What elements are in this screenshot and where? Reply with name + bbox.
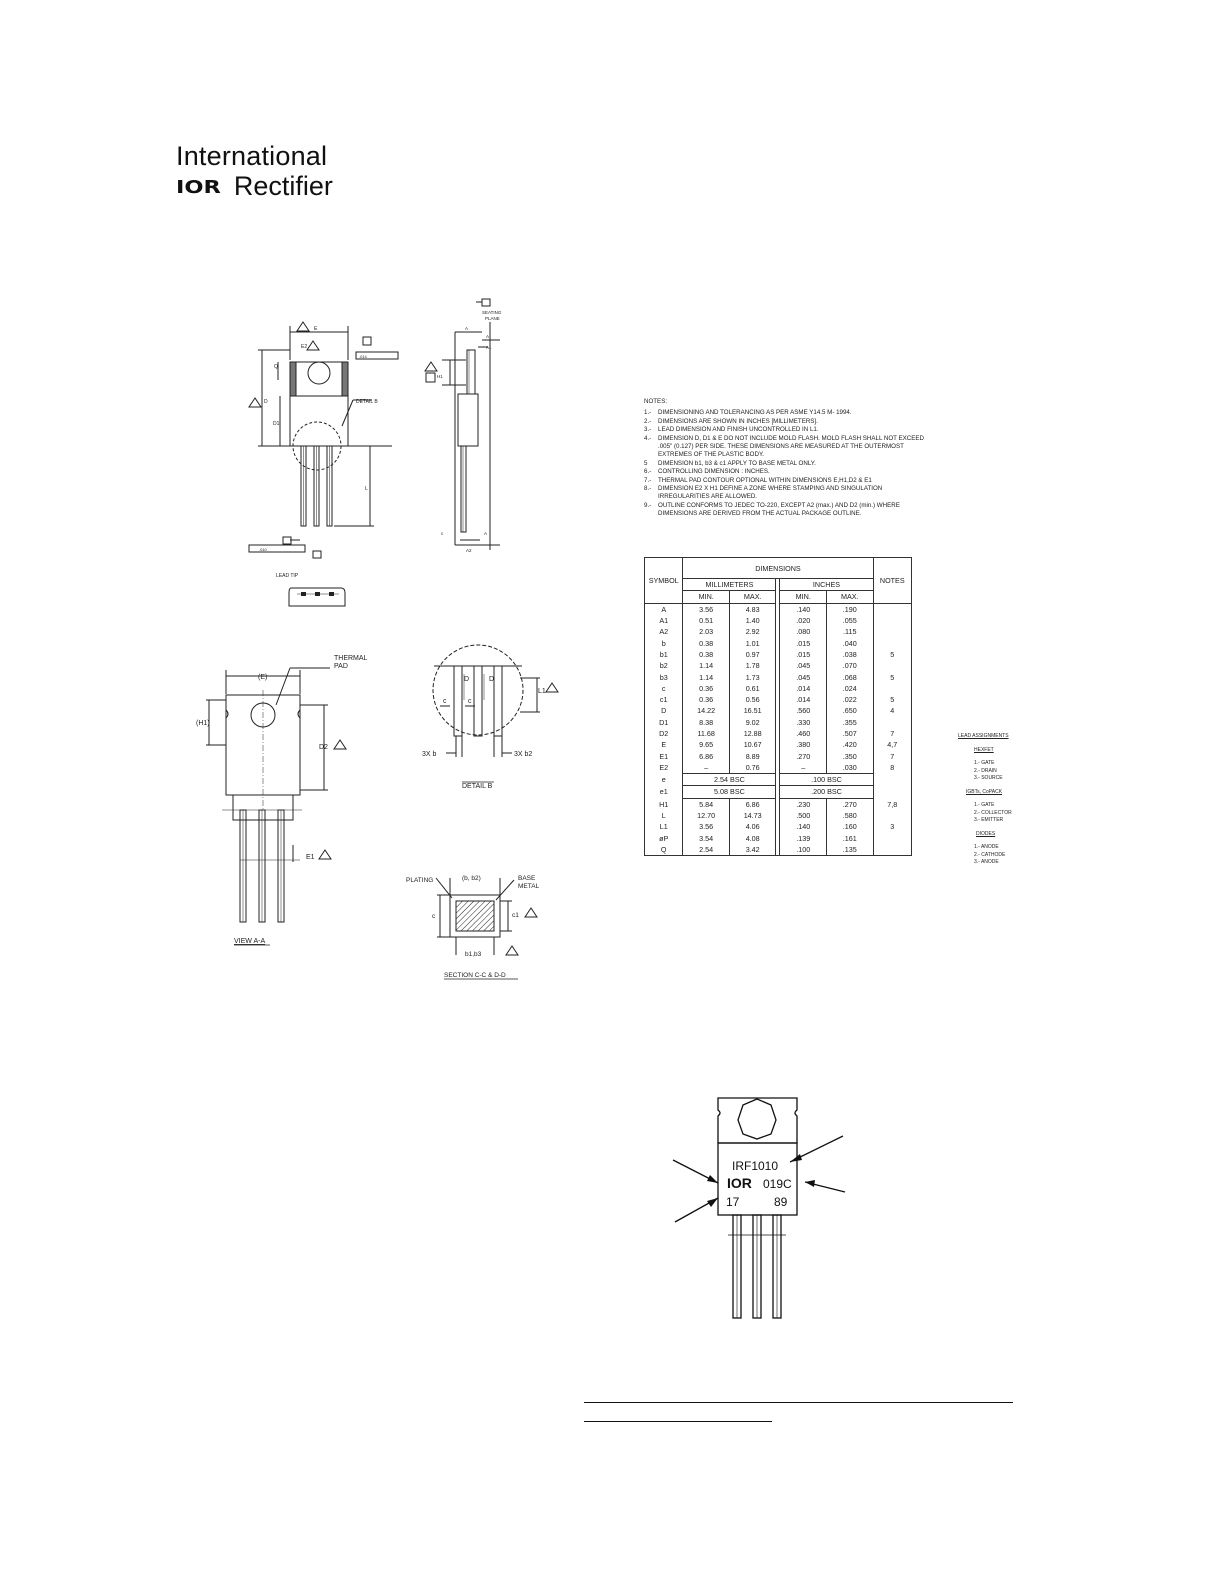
table-row — [645, 615, 912, 626]
table-cell: .015 — [780, 649, 827, 660]
table-cell: 7 — [873, 750, 911, 761]
base-metal-label-2: METAL — [518, 883, 540, 890]
table-cell: .200 BSC — [780, 786, 873, 798]
dimensions-table — [644, 557, 912, 856]
section-dim-c1: c1 — [512, 912, 519, 919]
dim-Q-label: Q — [274, 364, 278, 370]
plating-label: PLATING — [406, 877, 434, 884]
inches-header: INCHES — [780, 579, 873, 591]
dim-L-label: L — [365, 486, 368, 492]
table-cell: A1 — [645, 615, 683, 626]
side-dim-A-label-2: A — [486, 334, 490, 339]
table-cell: 12.88 — [729, 728, 776, 739]
note-item: 8.- DIMENSION E2 X H1 DEFINE A ZONE WHERE STAMPING AND SINGULATION IRREGULARITIES ARE ALLOWED. — [644, 485, 883, 501]
table-cell — [873, 660, 911, 671]
table-cell: – — [780, 762, 827, 774]
table-cell: E — [645, 739, 683, 750]
table-cell: .055 — [827, 615, 874, 626]
table-cell: 2.54 BSC — [683, 774, 776, 786]
table-cell: 1.73 — [729, 671, 776, 682]
lead-tip-label: LEAD TIP — [276, 573, 299, 579]
note-item: 9.- OUTLINE CONFORMS TO JEDEC TO-220, EXCEPT A2 (max.) AND D2 (min.) WHERE DIMENSIONS ARE DERIVED FROM THE ACTUAL PACKAGE OUTLINE. — [644, 501, 900, 518]
table-row — [645, 717, 912, 728]
table-cell — [873, 637, 911, 648]
detail-dim-C-1: c — [443, 698, 447, 705]
table-cell: E1 — [645, 750, 683, 761]
view-aa-drawing — [190, 650, 368, 950]
side-dim-A1-label: A1 — [486, 345, 492, 350]
note-item: 7.- THERMAL PAD CONTOUR OPTIONAL WITHIN DIMENSIONS E,H1,D2 & E1 — [644, 476, 872, 484]
table-row — [645, 798, 912, 810]
table-cell: 3.54 — [683, 833, 730, 844]
igbt-title: IGBTs, CoPACK — [966, 788, 1003, 795]
note-item: 5 DIMENSION b1, b3 & c1 APPLY TO BASE METAL ONLY. — [644, 459, 816, 467]
table-cell: e1 — [645, 786, 683, 798]
table-cell: .270 — [780, 750, 827, 761]
table-row — [645, 705, 912, 716]
table-cell: 8.89 — [729, 750, 776, 761]
part-marking-drawing — [665, 1090, 855, 1330]
table-cell: .140 — [780, 821, 827, 832]
section-drawing — [400, 860, 550, 985]
table-cell: .330 — [780, 717, 827, 728]
table-cell: L — [645, 810, 683, 821]
view-dim-paren-E: (E) — [258, 674, 268, 681]
table-cell — [873, 786, 911, 798]
table-cell — [873, 844, 911, 856]
table-row-bsc — [645, 774, 912, 786]
table-cell: 0.56 — [729, 694, 776, 705]
detail-dim-3xb2: 3X b2 — [514, 751, 533, 758]
marking-line3-right: 89 — [774, 1195, 788, 1209]
table-cell: 8.38 — [683, 717, 730, 728]
table-row — [645, 833, 912, 844]
table-row — [645, 844, 912, 856]
table-cell: .140 — [780, 603, 827, 615]
seating-plane-label-1: SEATING — [482, 310, 502, 315]
millimeters-header: MILLIMETERS — [683, 579, 776, 591]
table-cell: .020 — [780, 615, 827, 626]
table-cell: 3.42 — [729, 844, 776, 856]
table-cell: 5 — [873, 649, 911, 660]
detail-b-drawing — [410, 630, 570, 795]
table-cell: .015 — [780, 637, 827, 648]
table-cell: .014 — [780, 683, 827, 694]
table-cell: .045 — [780, 671, 827, 682]
company-name-line2 — [176, 171, 333, 202]
diode-pin: 2.- CATHODE — [974, 851, 1006, 858]
table-row — [645, 603, 912, 615]
footer-rule-long — [584, 1402, 1013, 1403]
dim-E-label: E — [314, 326, 318, 332]
table-cell: .135 — [827, 844, 874, 856]
table-cell: 1.78 — [729, 660, 776, 671]
side-dim-H1-label: H1 — [437, 374, 443, 379]
detail-dim-D-2: D — [489, 676, 495, 683]
hexfet-pin: 1.- GATE — [974, 760, 995, 766]
note-item: 6.- CONTROLLING DIMENSION : INCHES. — [644, 468, 770, 476]
marking-logo: IOR — [727, 1175, 752, 1191]
table-row — [645, 739, 912, 750]
table-row — [645, 750, 912, 761]
note-item: 3.- LEAD DIMENSION AND FINISH UNCONTROLLED IN L1. — [644, 426, 819, 434]
table-cell: .139 — [780, 833, 827, 844]
detail-b-title: DETAIL B — [462, 783, 493, 790]
in-min-header: MIN. — [780, 591, 827, 603]
detail-dim-C-2: c — [468, 698, 472, 705]
diode-pin: 1.- ANODE — [974, 844, 999, 850]
table-cell — [873, 810, 911, 821]
seating-plane-label-2: PLANE — [485, 316, 500, 321]
table-cell: .024 — [827, 683, 874, 694]
table-row — [645, 694, 912, 705]
section-dim-c: c — [432, 913, 436, 920]
table-cell: .420 — [827, 739, 874, 750]
lead-tip-drawing — [285, 585, 350, 613]
table-cell: 6.86 — [683, 750, 730, 761]
table-cell: c1 — [645, 694, 683, 705]
table-cell: – — [683, 762, 730, 774]
table-cell: 4 — [873, 705, 911, 716]
table-cell: 11.68 — [683, 728, 730, 739]
view-dim-paren-H1: (H1) — [196, 720, 210, 727]
notes-header: NOTES — [873, 558, 911, 604]
table-cell — [873, 717, 911, 728]
side-dim-c-label: c — [441, 531, 444, 536]
table-cell: 3.56 — [683, 603, 730, 615]
table-cell: 1.01 — [729, 637, 776, 648]
table-cell: L1 — [645, 821, 683, 832]
note-item: 2.- DIMENSIONS ARE SHOWN IN INCHES [MILLIMETERS]. — [644, 417, 818, 425]
table-cell: 12.70 — [683, 810, 730, 821]
table-cell: 1.14 — [683, 660, 730, 671]
table-cell: 7 — [873, 728, 911, 739]
table-cell: e — [645, 774, 683, 786]
table-cell: E2 — [645, 762, 683, 774]
table-row — [645, 637, 912, 648]
notes-title: NOTES: — [644, 398, 668, 405]
notes-block — [644, 398, 934, 519]
table-cell: .190 — [827, 603, 874, 615]
table-cell: D1 — [645, 717, 683, 728]
table-row-bsc — [645, 786, 912, 798]
dim-E2-label: E2 — [301, 344, 308, 350]
mm-min-header: MIN. — [683, 591, 730, 603]
note-item: 1.- DIMENSIONING AND TOLERANCING AS PER ASME Y14.5 M- 1994. — [644, 409, 852, 417]
company-name-rectifier: Rectifier — [233, 171, 333, 201]
detail-dim-3xb: 3X b — [422, 751, 437, 758]
table-cell: 4,7 — [873, 739, 911, 750]
mm-max-header: MAX. — [729, 591, 776, 603]
dim-D1-label: D1 — [273, 421, 280, 427]
table-cell: .460 — [780, 728, 827, 739]
table-cell: .045 — [780, 660, 827, 671]
hexfet-pin: 3.- SOURCE — [974, 775, 1003, 781]
table-cell: .070 — [827, 660, 874, 671]
table-cell: b — [645, 637, 683, 648]
thermal-pad-label-1: THERMAL — [334, 655, 368, 662]
diodes-title: DIODES — [976, 830, 996, 837]
table-cell: 8 — [873, 762, 911, 774]
table-cell: 6.86 — [729, 798, 776, 810]
table-cell: 3 — [873, 821, 911, 832]
table-cell: b2 — [645, 660, 683, 671]
table-cell — [873, 626, 911, 637]
table-cell: .030 — [827, 762, 874, 774]
table-cell: 2.92 — [729, 626, 776, 637]
table-cell: .580 — [827, 810, 874, 821]
table-cell: .650 — [827, 705, 874, 716]
table-cell: 0.36 — [683, 694, 730, 705]
table-cell: 2.03 — [683, 626, 730, 637]
marking-lot-code: 019C — [763, 1177, 792, 1191]
table-cell: 5 — [873, 694, 911, 705]
table-cell: 0.38 — [683, 649, 730, 660]
tolerance-1: .014 — [359, 354, 367, 359]
table-row — [645, 626, 912, 637]
table-cell: 0.61 — [729, 683, 776, 694]
marking-part-number: IRF1010 — [732, 1159, 779, 1173]
table-cell: .038 — [827, 649, 874, 660]
table-cell: .270 — [827, 798, 874, 810]
table-row — [645, 810, 912, 821]
lead-assignments-title: LEAD ASSIGNMENTS — [958, 733, 1009, 739]
table-cell — [873, 615, 911, 626]
table-cell: c — [645, 683, 683, 694]
table-cell: .080 — [780, 626, 827, 637]
side-dim-A2-label: A2 — [466, 548, 472, 553]
view-dim-D2: D2 — [319, 744, 328, 751]
tolerance-2: .010 — [259, 547, 267, 552]
table-cell: 5.84 — [683, 798, 730, 810]
table-cell: A — [645, 603, 683, 615]
table-cell: 4.06 — [729, 821, 776, 832]
company-name-line1: International — [176, 141, 328, 171]
table-cell: H1 — [645, 798, 683, 810]
front-view-drawing — [240, 315, 410, 565]
table-row — [645, 762, 912, 774]
table-cell: b3 — [645, 671, 683, 682]
lead-assignments — [958, 733, 1038, 867]
table-row — [645, 660, 912, 671]
base-metal-label-1: BASE — [518, 875, 536, 882]
table-cell: 1.40 — [729, 615, 776, 626]
dimensions-header: DIMENSIONS — [683, 558, 873, 579]
table-cell: .040 — [827, 637, 874, 648]
table-cell: .355 — [827, 717, 874, 728]
table-cell: 9.02 — [729, 717, 776, 728]
table-cell: .350 — [827, 750, 874, 761]
section-dim-b1-b3: b1,b3 — [465, 951, 482, 958]
section-title: SECTION C-C & D-D — [444, 972, 506, 979]
dim-D-label: D — [264, 399, 268, 405]
marking-line3-left: 17 — [726, 1195, 740, 1209]
table-cell: .161 — [827, 833, 874, 844]
table-cell: D — [645, 705, 683, 716]
table-cell: .230 — [780, 798, 827, 810]
footer-rule-short — [584, 1421, 772, 1422]
table-cell: Q — [645, 844, 683, 856]
hexfet-pin: 2.- DRAIN — [974, 767, 997, 774]
table-cell: .068 — [827, 671, 874, 682]
table-cell: 10.67 — [729, 739, 776, 750]
section-dim-b-b2: (b, b2) — [462, 875, 481, 882]
igbt-pin: 1.- GATE — [974, 802, 995, 808]
side-dim-A-label: A — [465, 326, 469, 331]
igbt-pin: 2.- COLLECTOR — [974, 809, 1012, 816]
table-cell: .160 — [827, 821, 874, 832]
table-cell: .380 — [780, 739, 827, 750]
table-row — [645, 683, 912, 694]
table-cell: 0.36 — [683, 683, 730, 694]
table-row — [645, 649, 912, 660]
table-cell: 3.56 — [683, 821, 730, 832]
table-cell: .014 — [780, 694, 827, 705]
table-cell: .100 BSC — [780, 774, 873, 786]
table-cell: 14.22 — [683, 705, 730, 716]
table-cell: 4.83 — [729, 603, 776, 615]
table-cell: 9.65 — [683, 739, 730, 750]
table-cell: .022 — [827, 694, 874, 705]
table-cell: 0.76 — [729, 762, 776, 774]
igbt-pin: 3.- EMITTER — [974, 817, 1004, 823]
thermal-pad-label-2: PAD — [334, 663, 348, 670]
table-cell — [873, 833, 911, 844]
table-cell: 7,8 — [873, 798, 911, 810]
table-cell: .560 — [780, 705, 827, 716]
note-item: 4.- DIMENSION D, D1 & E DO NOT INCLUDE MOLD FLASH. MOLD FLASH SHALL NOT EXCEED .005" (0.127) PER SIDE. THESE DIMENSIONS ARE MEASURED AT THE OUTERMOST EXTREMES OF THE PLASTIC BODY. — [644, 434, 925, 459]
table-cell: .100 — [780, 844, 827, 856]
view-dim-E1: E1 — [306, 854, 315, 861]
table-cell: 16.51 — [729, 705, 776, 716]
table-cell: .500 — [780, 810, 827, 821]
table-cell: 4.08 — [729, 833, 776, 844]
ior-logo: IOR — [176, 177, 221, 198]
table-cell — [873, 603, 911, 615]
table-cell: 1.14 — [683, 671, 730, 682]
table-cell — [873, 683, 911, 694]
side-dim-A-bottom-label: A — [484, 531, 488, 536]
in-max-header: MAX. — [827, 591, 874, 603]
hexfet-title: HEXFET — [974, 746, 994, 753]
detail-dim-D-1: D — [464, 676, 470, 683]
table-cell: b1 — [645, 649, 683, 660]
view-aa-title: VIEW A-A — [234, 938, 266, 945]
detail-b-callout: DETAIL B — [356, 399, 378, 405]
side-view-drawing — [420, 295, 520, 555]
symbol-header: SYMBOL — [645, 558, 683, 604]
detail-dim-L1: L1 — [538, 688, 546, 695]
table-cell: 5.08 BSC — [683, 786, 776, 798]
table-cell: 0.38 — [683, 637, 730, 648]
table-cell: 0.97 — [729, 649, 776, 660]
table-cell: D2 — [645, 728, 683, 739]
table-cell: 14.73 — [729, 810, 776, 821]
table-row — [645, 821, 912, 832]
table-cell: 2.54 — [683, 844, 730, 856]
table-cell: 5 — [873, 671, 911, 682]
table-cell: 0.51 — [683, 615, 730, 626]
table-cell: .115 — [827, 626, 874, 637]
table-cell — [873, 774, 911, 786]
table-row — [645, 671, 912, 682]
table-cell: .507 — [827, 728, 874, 739]
table-cell: A2 — [645, 626, 683, 637]
diode-pin: 3.- ANODE — [974, 859, 999, 865]
table-cell: øP — [645, 833, 683, 844]
table-row — [645, 728, 912, 739]
